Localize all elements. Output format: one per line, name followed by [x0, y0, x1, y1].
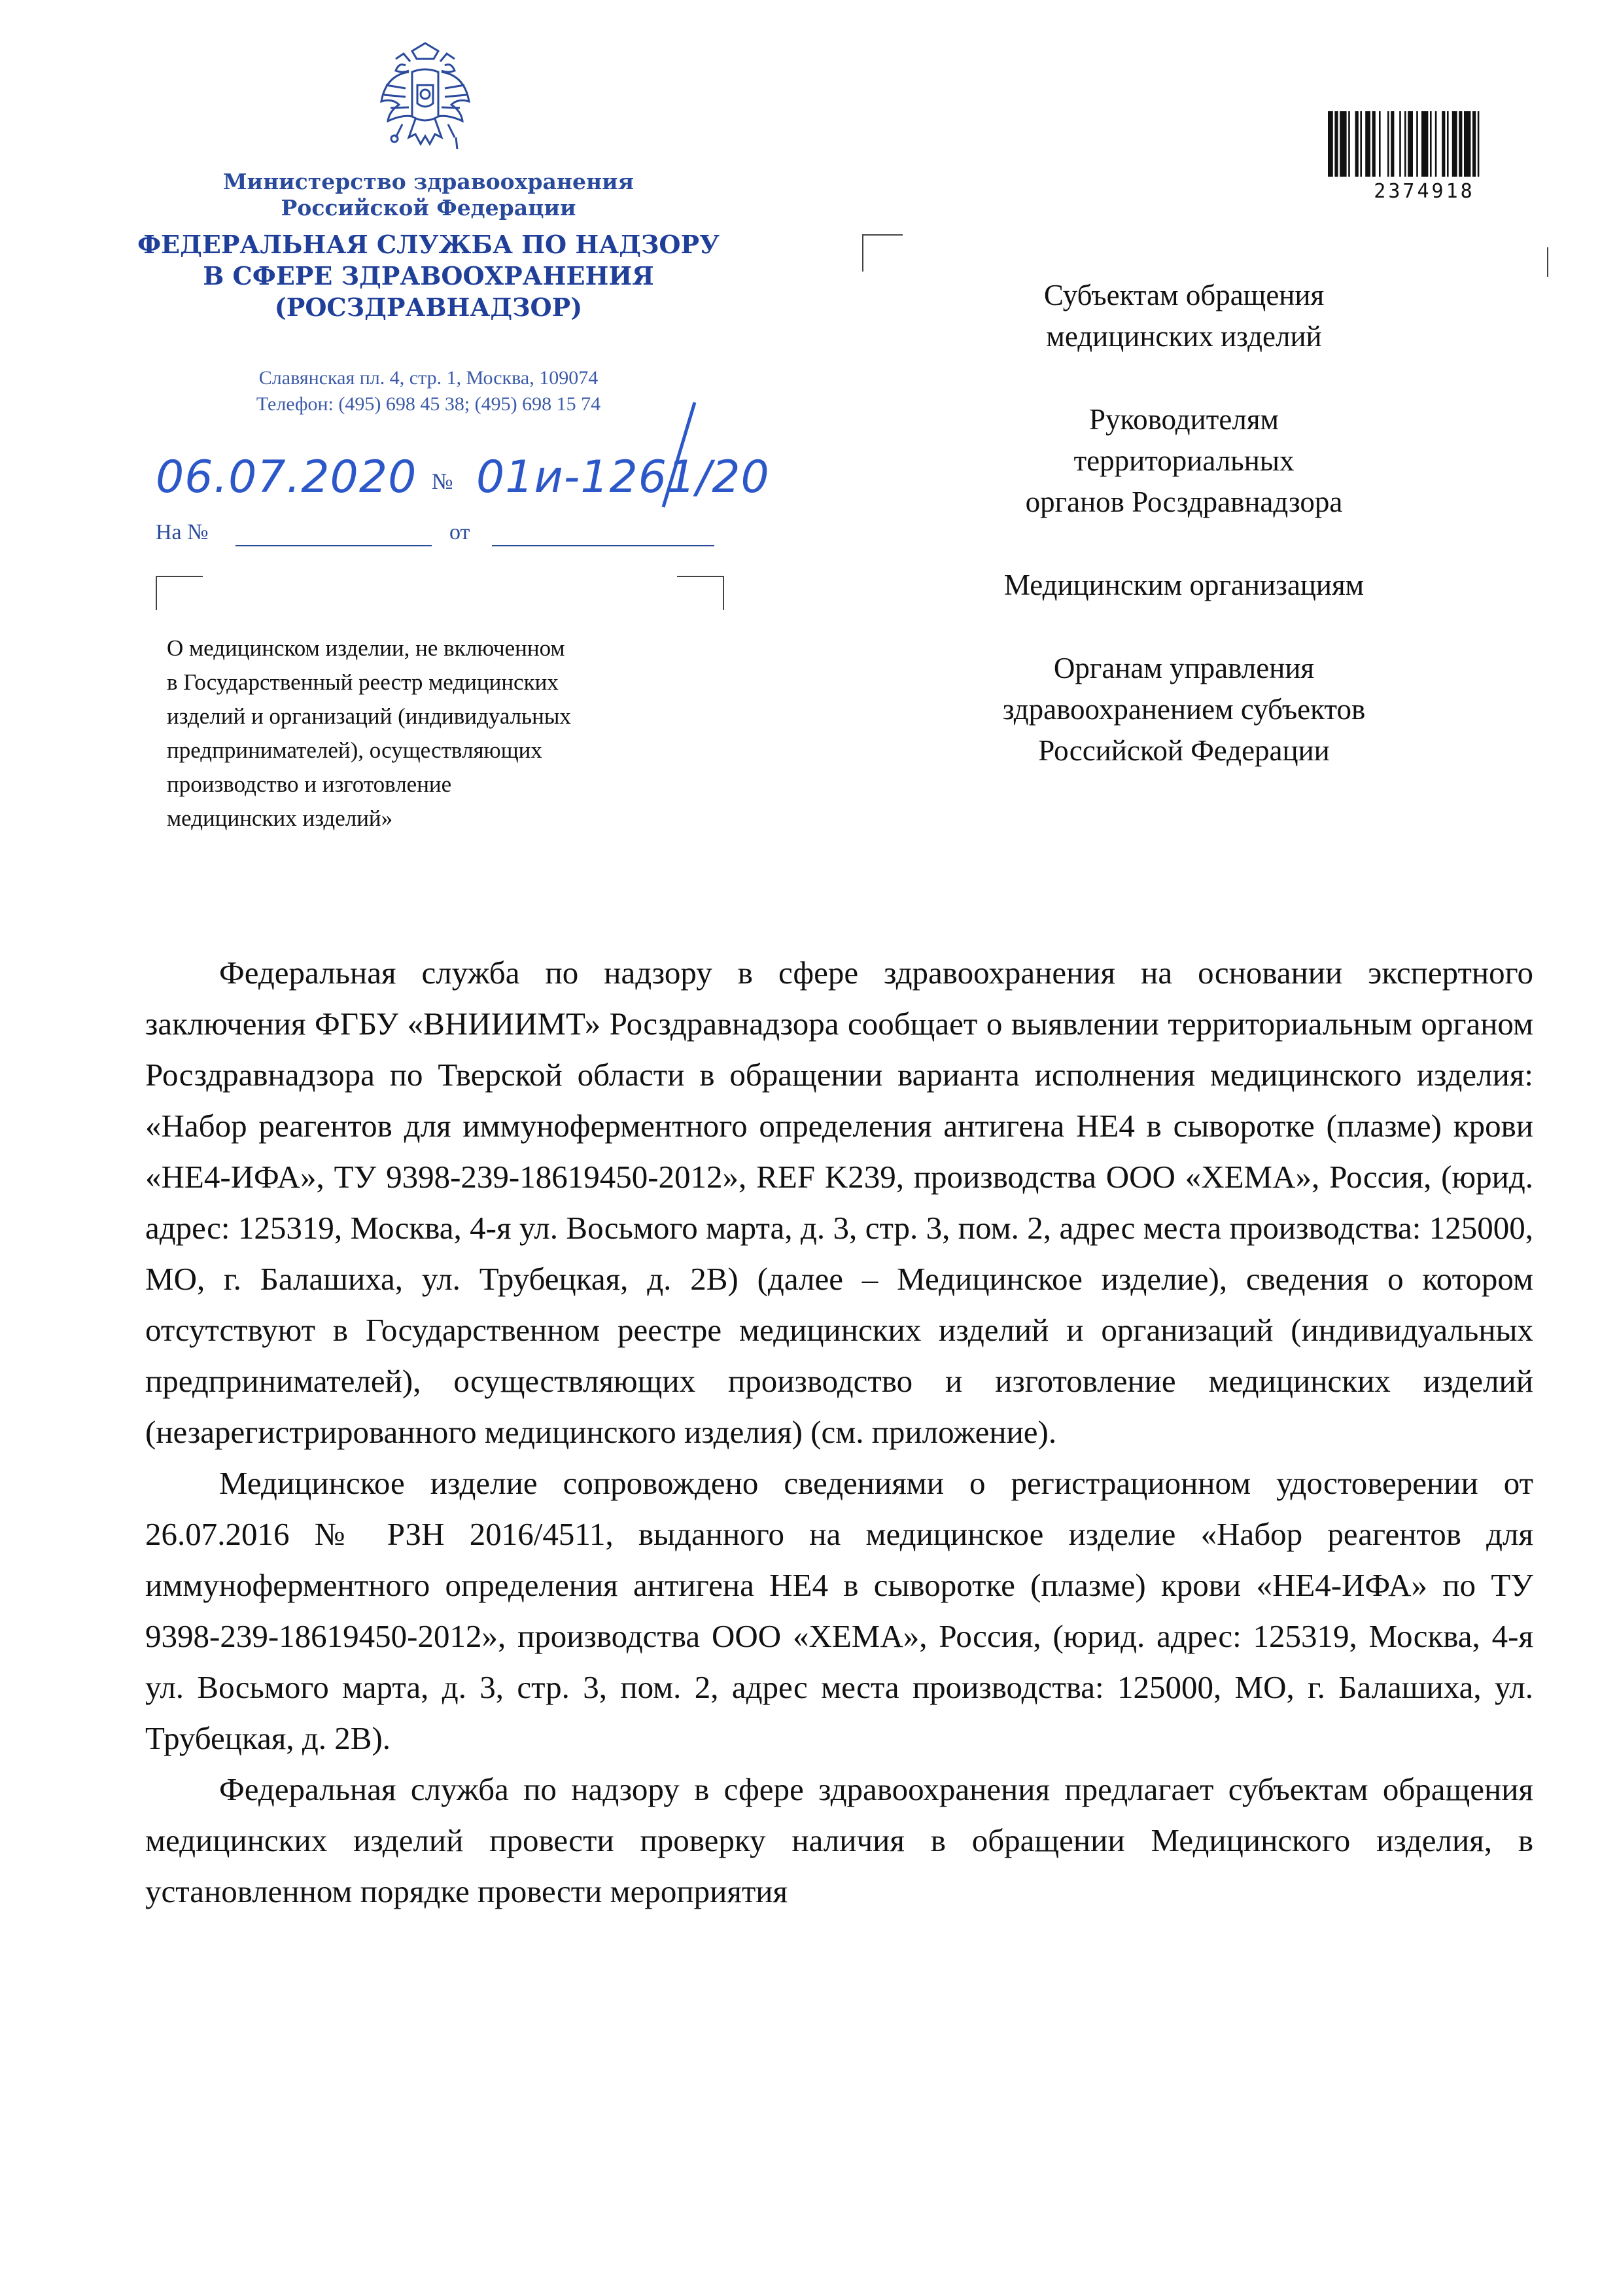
recipient-group	[909, 648, 1459, 771]
letter-subject	[167, 631, 729, 836]
letter-body	[145, 947, 1533, 1917]
barcode-bar	[1459, 111, 1462, 177]
phone-line: Телефон: (495) 698 45 38; (495) 698 15 74	[256, 393, 601, 415]
barcode-bar	[1334, 111, 1338, 177]
barcode-bar	[1404, 111, 1406, 177]
barcode-bar	[1472, 111, 1476, 177]
barcode-number: 2374918	[1374, 180, 1475, 203]
body-paragraph: Федеральная служба по надзору в сфере здравоохранения на основании экспертного заключения ФГБУ «ВНИИИМТ» Росздравнадзора сообщает о выявлении территориальным органом Росздравнадзора по Тверской области в обращении варианта исполнения медицинского изделия: «Набор реагентов для иммуноферментного определения антигена HE4 в сыворотке (плазме) крови «HE4-ИФА», ТУ 9398-239-18619450-2012», REF K239, производства ООО «ХЕМА», Россия, (юрид. адрес: 125319, Москва, 4-я ул. Восьмого марта, д. 3, стр. 3, пом. 2, адрес места производства: 125000, МО, г. Балашиха, ул. Трубецкая, д. 2В) (далее – Медицинское изделие), сведения о котором отсутствуют в Государственном реестре медицинских изделий и организаций (индивидуальных предпринимателей), осуществляющих производство и изготовление медицинских изделий (незарегистрированного медицинского изделия) (см. приложение).	[145, 955, 1533, 1450]
address-corner-right	[1540, 247, 1548, 277]
body-paragraph: Медицинское изделие сопровождено сведениями о регистрационном удостоверении от 26.07.2016 № РЗН 2016/4511, выданного на медицинское изделие «Набор реагентов для иммуноферментного определения антигена HE4 в сыворотке (плазме) крови «HE4-ИФА» по ТУ 9398-239-18619450-2012», производства ООО «ХЕМА», Россия, (юрид. адрес: 125319, Москва, 4-я ул. Восьмого марта, д. 3, стр. 3, пом. 2, адрес места производства: 125000, МО, г. Балашиха, ул. Трубецкая, д. 2В).	[145, 1465, 1533, 1756]
barcode-bar	[1442, 111, 1445, 177]
address-line: Славянская пл. 4, стр. 1, Москва, 109074	[258, 367, 599, 389]
recipient-line: органов Росздравнадзора	[1025, 486, 1343, 518]
barcode-bar	[1464, 111, 1470, 177]
subject-line: предпринимателей), осуществляющих	[167, 737, 542, 763]
ref-date-blank	[492, 520, 714, 546]
recipient-group	[909, 565, 1459, 606]
recipients-block	[909, 275, 1459, 771]
recipient-line: медицинских изделий	[1046, 320, 1322, 353]
registration-date: 06.07.2020	[156, 451, 417, 503]
ref-from-label: от	[449, 520, 470, 544]
barcode-bar	[1340, 111, 1346, 177]
recipient-line: Субъектам обращения	[1043, 279, 1325, 311]
service-name-line3: (РОСЗДРАВНАДЗОР)	[274, 292, 583, 322]
barcode-bar	[1416, 111, 1418, 177]
barcode-bar	[1447, 111, 1449, 177]
state-emblem-icon	[376, 39, 474, 156]
subject-line: производство и изготовление	[167, 771, 452, 797]
barcode-bar	[1408, 111, 1413, 177]
ministry-name-line1: Министерство здравоохранения	[223, 169, 634, 194]
barcode-bar	[1421, 111, 1428, 177]
barcode-bar	[1435, 111, 1437, 177]
recipient-group	[909, 399, 1459, 523]
recipient-line: Руководителям	[1089, 403, 1279, 436]
ref-number-blank	[235, 520, 432, 546]
recipient-line: Органам управления	[1053, 652, 1315, 684]
barcode-bar	[1372, 111, 1376, 177]
subject-line: изделий и организаций (индивидуальных	[167, 703, 571, 729]
barcode-bar	[1365, 111, 1370, 177]
barcode-bar	[1328, 111, 1333, 177]
subject-line: в Государственный реестр медицинских	[167, 669, 559, 695]
recipient-line: здравоохранением субъектов	[1002, 693, 1366, 726]
barcode-icon	[1328, 111, 1521, 177]
service-name-line1: ФЕДЕРАЛЬНАЯ СЛУЖБА ПО НАДЗОРУ	[137, 230, 720, 259]
address-corner-left	[862, 234, 903, 272]
number-sign: №	[432, 470, 453, 494]
subject-corner-right	[677, 576, 724, 610]
handwritten-slash-icon	[655, 399, 701, 510]
barcode-bar	[1387, 111, 1389, 177]
recipient-group	[909, 275, 1459, 357]
barcode-bar	[1379, 111, 1381, 177]
barcode-bar	[1478, 111, 1480, 177]
barcode-bar	[1391, 111, 1394, 177]
barcode-bar	[1348, 111, 1350, 177]
barcode-bar	[1399, 111, 1401, 177]
registration-line	[152, 451, 770, 510]
subject-corner-left	[156, 576, 203, 610]
subject-line: О медицинском изделии, не включенном	[167, 635, 565, 661]
recipient-line: Медицинским организациям	[1003, 569, 1365, 601]
barcode-bar	[1360, 111, 1362, 177]
subject-line: медицинских изделий»	[167, 805, 393, 831]
body-paragraph: Федеральная служба по надзору в сфере здравоохранения предлагает субъектам обращения медицинских изделий провести проверку наличия в обращении Медицинского изделия, в установленном порядке провести мероприятия	[145, 1771, 1533, 1909]
registration-number: 01и-1261/20	[476, 451, 770, 503]
reference-row	[152, 520, 740, 553]
barcode-bar	[1430, 111, 1432, 177]
barcode-bar	[1452, 111, 1457, 177]
barcode-bar	[1355, 111, 1359, 177]
recipient-line: территориальных	[1073, 444, 1295, 477]
recipient-line: Российской Федерации	[1038, 734, 1330, 767]
ref-number-label: На №	[156, 520, 209, 544]
service-name-line2: В СФЕРЕ ЗДРАВООХРАНЕНИЯ	[203, 261, 654, 291]
ministry-name-line2: Российской Федерации	[281, 195, 576, 221]
